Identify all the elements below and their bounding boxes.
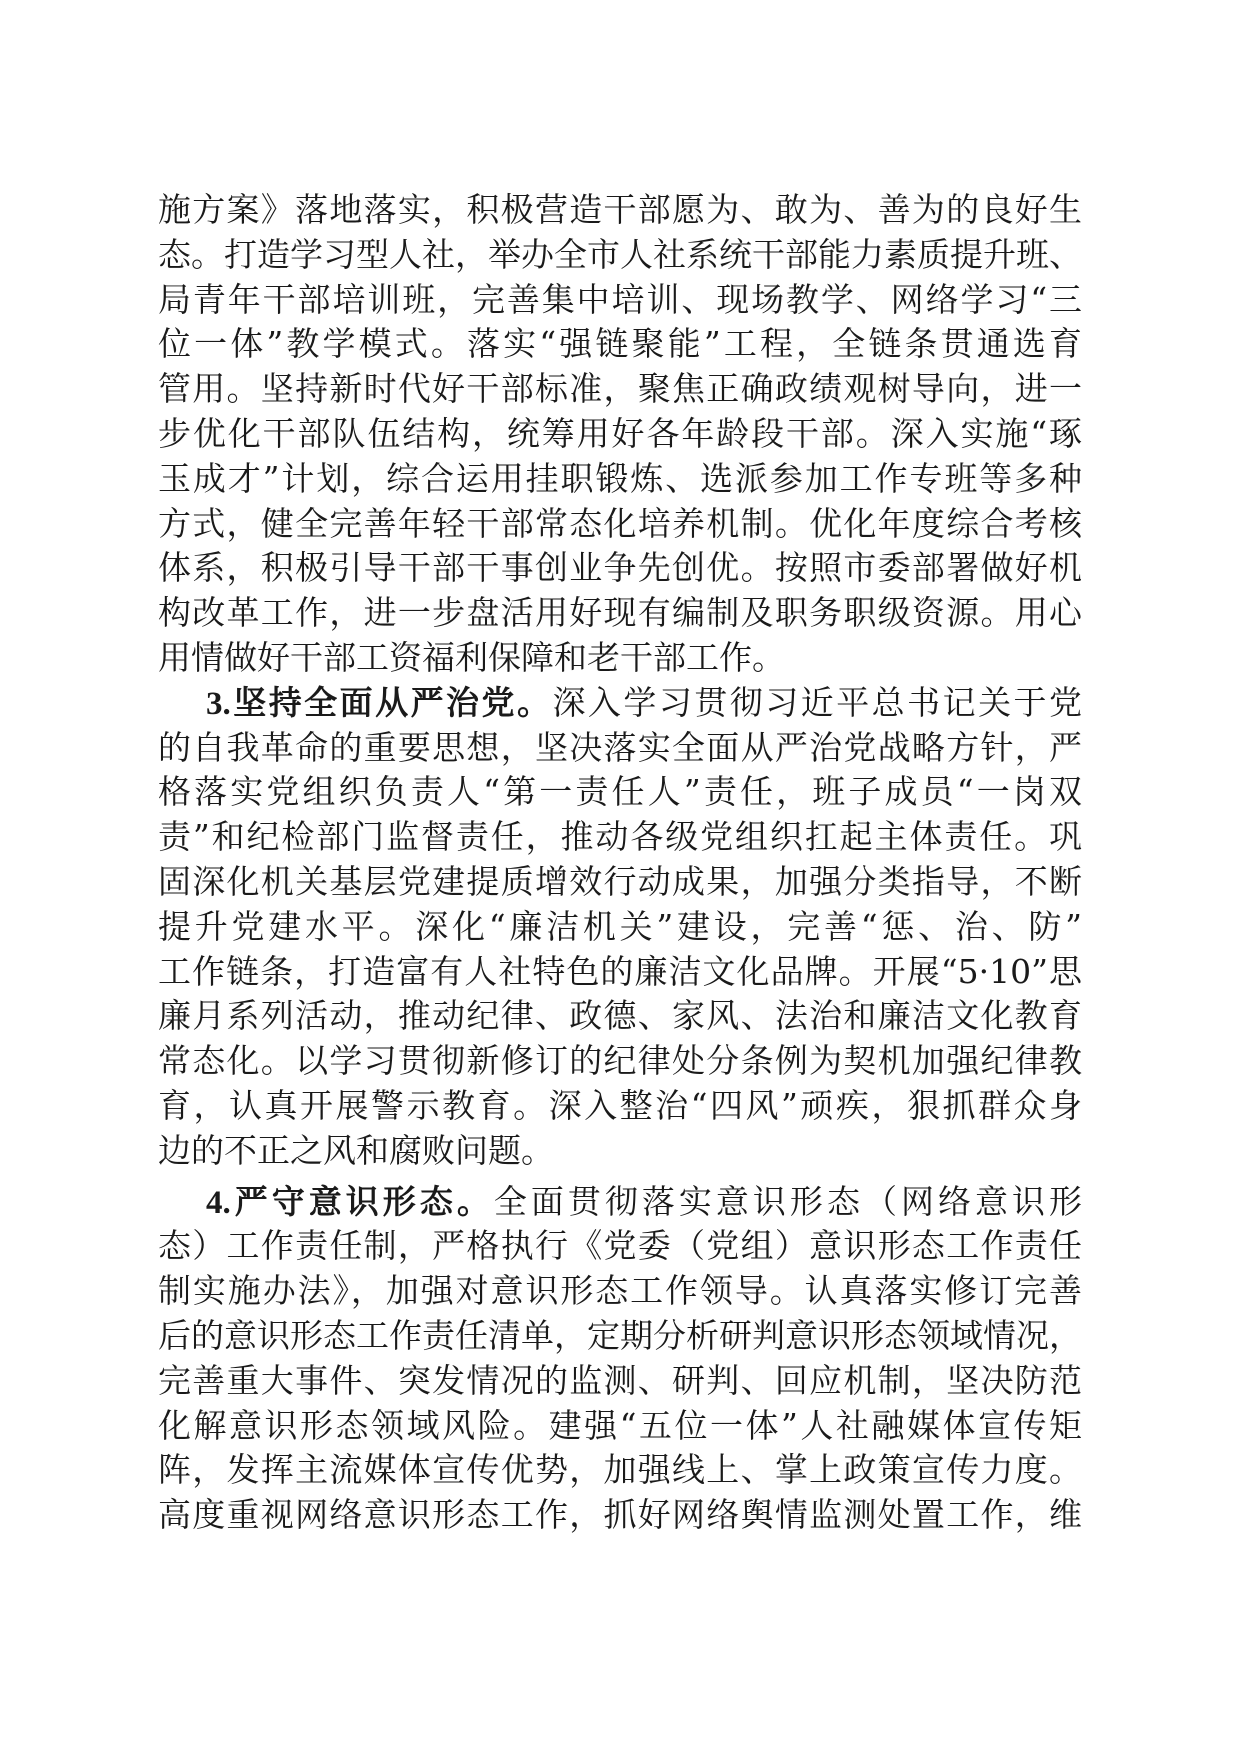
paragraph-cadre-building	[158, 188, 1082, 681]
text-line: 用情做好干部工资福利保障和老干部工作。	[158, 637, 785, 677]
text-line: 后的意识形态工作责任清单，定期分析研判意识形态领域情况，	[158, 1315, 1082, 1355]
document-body	[158, 188, 1082, 1538]
paragraph-ideology	[158, 1180, 1082, 1538]
text-line: 工作链条，打造富有人社特色的廉洁文化品牌。开展“5·10”思	[158, 951, 1082, 991]
text-line: 制实施办法》，加强对意识形态工作领导。认真落实修订完善	[158, 1271, 1082, 1311]
text-line: 固深化机关基层党建提质增效行动成果，加强分类指导，不断	[158, 861, 1082, 901]
text-line: 育，认真开展警示教育。深入整治“四风”顽疾，狠抓群众身	[158, 1085, 1082, 1125]
section-number: 3.	[206, 685, 231, 722]
text-line: 局青年干部培训班，完善集中培训、现场教学、网络学习“三	[158, 279, 1082, 319]
paragraph-first-line	[158, 1180, 1082, 1225]
text-segment: 深入学习贯彻习近平总书记关于党	[552, 682, 1082, 722]
text-line: 化解意识形态领域风险。建强“五位一体”人社融媒体宣传矩	[158, 1405, 1082, 1445]
text-line: 的自我革命的重要思想，坚决落实全面从严治党战略方针，严	[158, 727, 1082, 767]
text-line: 施方案》落地落实，积极营造干部愿为、敢为、善为的良好生	[158, 190, 1082, 229]
text-line: 玉成才”计划，综合运用挂职锻炼、选派参加工作专班等多种	[158, 458, 1082, 498]
section-number: 4.	[206, 1184, 231, 1221]
text-line: 态）工作责任制，严格执行《党委（党组）意识形态工作责任	[158, 1226, 1082, 1266]
text-line: 管用。坚持新时代好干部标准，聚焦正确政绩观树导向，进一	[158, 369, 1082, 409]
text-line: 格落实党组织负责人“第一责任人”责任，班子成员“一岗双	[158, 772, 1082, 812]
text-line: 责”和纪检部门监督责任，推动各级党组织扛起主体责任。巩	[158, 817, 1082, 857]
section-heading: 坚持全面从严治党。	[230, 682, 553, 722]
text-line: 态。打造学习型人社，举办全市人社系统干部能力素质提升班、	[158, 234, 1082, 274]
section-heading: 严守意识形态。	[230, 1181, 494, 1221]
text-line: 位一体”教学模式。落实“强链聚能”工程，全链条贯通选育	[158, 324, 1082, 364]
text-line: 体系，积极引导干部干事创业争先创优。按照市委部署做好机	[158, 548, 1082, 588]
text-line: 高度重视网络意识形态工作，抓好网络舆情监测处置工作，维	[158, 1495, 1082, 1535]
text-line: 构改革工作，进一步盘活用好现有编制及职务职级资源。用心	[158, 593, 1082, 633]
paragraph-first-line	[158, 681, 1082, 726]
text-line: 廉月系列活动，推动纪律、政德、家风、法治和廉洁文化教育	[158, 996, 1082, 1036]
text-line: 提升党建水平。深化“廉洁机关”建设，完善“惩、治、防”	[158, 906, 1082, 946]
text-line: 方式，健全完善年轻干部常态化培养机制。优化年度综合考核	[158, 503, 1082, 543]
text-line: 边的不正之风和腐败问题。	[158, 1130, 554, 1170]
text-segment: 全面贯彻落实意识形态（网络意识形	[493, 1181, 1083, 1221]
text-line: 常态化。以学习贯彻新修订的纪律处分条例为契机加强纪律教	[158, 1041, 1082, 1081]
text-line: 完善重大事件、突发情况的监测、研判、回应机制，坚决防范	[158, 1360, 1082, 1400]
text-line: 步优化干部队伍结构，统筹用好各年龄段干部。深入实施“琢	[158, 413, 1082, 453]
text-line: 阵，发挥主流媒体宣传优势，加强线上、掌上政策宣传力度。	[158, 1450, 1082, 1490]
paragraph-party-governance	[158, 681, 1082, 1174]
